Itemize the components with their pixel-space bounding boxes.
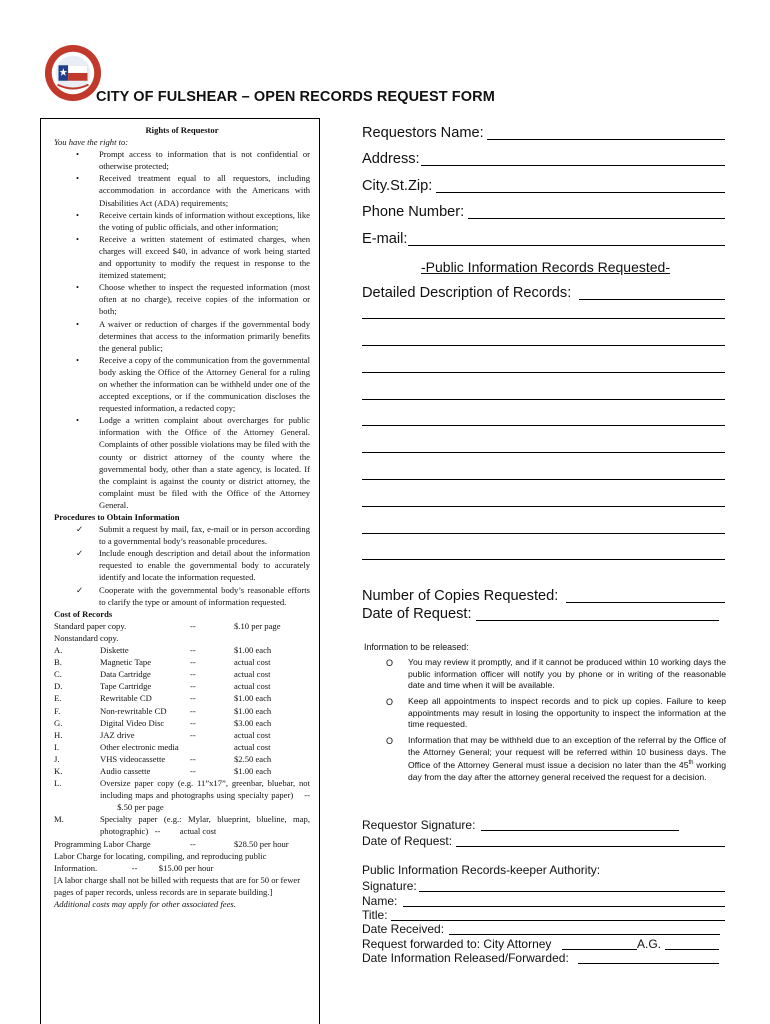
signature-date-label: Date of Request: [362, 834, 453, 848]
description-line[interactable] [362, 399, 725, 400]
release-heading: Information to be released: [364, 642, 469, 652]
cost-heading: Cost of Records [54, 608, 113, 619]
procedure-item: ✓ Submit a request by mail, fax, e-mail or in person according to a governmental body’s reasonable procedures. [76, 524, 310, 547]
cost-row: I. Other electronic media actual cost [54, 741, 271, 752]
email-label: E-mail: [362, 231, 408, 247]
requestor-signature-field[interactable] [481, 830, 679, 831]
cost-row: G. Digital Video Disc -- $3.00 each [54, 717, 272, 728]
cost-row-oversize: L. Oversize paper copy (e.g. 11”x17”, greenbar, bluebar, not including maps and photographs using specialty paper) -- $.50 per page [54, 778, 310, 813]
cost-labor: Labor Charge for locating, compiling, and reproducing public Information. -- $15.00 per hour [54, 850, 267, 873]
cost-row-specialty: M. Specialty paper (e.g.: Mylar, blueprint, blueline, map, photographic) -- actual cost [54, 814, 310, 837]
phone-field[interactable] [468, 218, 725, 219]
procedures-heading: Procedures to Obtain Information [54, 512, 180, 522]
cost-row: C. Data Cartridge -- actual cost [54, 669, 271, 680]
city-st-zip-field[interactable] [436, 192, 725, 193]
cost-row: E. Rewritable CD -- $1.00 each [54, 693, 272, 704]
radio-circle-icon: O [386, 658, 394, 668]
cost-items [54, 644, 310, 777]
cost-row: F. Non-rewritable CD -- $1.00 each [54, 705, 272, 716]
cost-standard: Standard paper copy. -- $.10 per page [54, 620, 281, 631]
cost-labor-note: [A labor charge shall not be billed with requests that are for 50 or fewer pages of paper records, unless records are in separate building.] [54, 874, 301, 897]
rights-item: • A waiver or reduction of charges if the governmental body determines that access to the information primarily benefits the general public; [76, 318, 310, 353]
checkmark-icon: ✓ [76, 524, 84, 535]
checkmark-icon: ✓ [76, 584, 84, 595]
release-option[interactable]: O Information that may be withheld due to an exception of the referral by the Office of the Attorney General; your request will be referred within 10 business days. The Office of the Attorney General must issue a decision no later than the 45th working day from the day after the attorney general received the request for a decision. [386, 735, 726, 782]
rights-item: • Prompt access to information that is not confidential or otherwise protected; [76, 149, 310, 172]
requestor-signature-label: Requestor Signature: [362, 818, 476, 832]
authority-signature-label: Signature: [362, 879, 417, 893]
forwarded-label: Request forwarded to: City Attorney [362, 937, 552, 951]
rights-item: • Choose whether to inspect the requested information (most often at no charge), receive copies of the information or both; [76, 282, 310, 317]
rights-item: • Lodge a written complaint about overcharges for public information with the Office of the Attorney General. Complaints of other possible violations may be filed with the county or district attorney of the county where the governmental body, other than a state agency, is located. If the complaint is against the county or district attorney, the complaint must be filed with the Office of the Attorney General. [76, 415, 310, 510]
description-line[interactable] [362, 452, 725, 453]
requestor-name-field[interactable] [487, 139, 725, 140]
date-released-label: Date Information Released/Forwarded: [362, 951, 569, 965]
rights-intro: You have the right to: [54, 137, 129, 148]
address-field[interactable] [421, 165, 725, 166]
city-attorney-field[interactable] [562, 949, 637, 950]
email-field[interactable] [408, 245, 725, 246]
phone-label: Phone Number: [362, 204, 465, 220]
date-released-field[interactable] [578, 963, 719, 964]
procedure-item: ✓ Cooperate with the governmental body’s reasonable efforts to clarify the type or amount of information requested. [76, 584, 310, 607]
rights-panel [54, 124, 310, 910]
copies-field[interactable] [566, 602, 725, 603]
authority-name-label: Name: [362, 894, 398, 908]
rights-item: • Received treatment equal to all requestors, including accommodation in accordance with the Americans with Disabilities Act (ADA) requirements; [76, 173, 310, 208]
cost-nonstandard-label: Nonstandard copy. [54, 632, 119, 643]
cost-footer: Additional costs may apply for other associated fees. [54, 899, 236, 909]
cost-row: J. VHS videocassette -- $2.50 each [54, 753, 272, 764]
authority-signature-field[interactable] [419, 891, 725, 892]
date-of-request-label: Date of Request: [362, 606, 472, 622]
description-line[interactable] [362, 318, 725, 319]
procedure-item: ✓ Include enough description and detail about the information requested to enable the governmental body to accurately identify and locate the information requested. [76, 548, 310, 583]
date-received-label: Date Received: [362, 922, 445, 936]
rights-heading: Rights of Requestor [145, 125, 219, 135]
release-option[interactable]: O You may review it promptly, and if it cannot be produced within 10 working days the public information officer will notify you by phone or in writing of the reasonable date and time when it will be available. [386, 657, 726, 691]
requestor-name-label: Requestors Name: [362, 125, 484, 141]
rights-item: • Receive certain kinds of information without exceptions, like the voting of public officials, and other information; [76, 209, 310, 232]
city-st-zip-label: City.St.Zip: [362, 178, 433, 194]
cost-row: A. Diskette -- $1.00 each [54, 645, 272, 656]
rights-item: • Receive a copy of the communication from the governmental body asking the Office of the Attorney General for a ruling on whether the information can be withheld under one of the accepted exceptions, or if the communication discloses the requested information, a redacted copy; [76, 354, 310, 414]
ag-field[interactable] [665, 949, 719, 950]
authority-heading: Public Information Records-keeper Authority: [362, 863, 601, 877]
cost-row: B. Magnetic Tape -- actual cost [54, 657, 271, 668]
rights-item: • Receive a written statement of estimated charges, when charges will exceed $40, in advance of work being started and opportunity to modify the request in response to the itemized statement; [76, 233, 310, 281]
description-line-1[interactable] [579, 299, 725, 300]
rights-list [54, 148, 310, 511]
description-line[interactable] [362, 345, 725, 346]
description-line[interactable] [362, 559, 725, 560]
cost-row-programming: Programming Labor Charge -- $28.50 per hour [54, 838, 289, 849]
authority-title-label: Title: [362, 908, 388, 922]
form-title: CITY OF FULSHEAR – OPEN RECORDS REQUEST FORM [96, 89, 495, 105]
detailed-description-label: Detailed Description of Records: [362, 285, 572, 301]
cost-row: D. Tape Cartridge -- actual cost [54, 681, 271, 692]
cost-row: K. Audio cassette -- $1.00 each [54, 765, 272, 776]
cost-row: H. JAZ drive -- actual cost [54, 729, 271, 740]
ag-label: A.G. [637, 937, 662, 951]
authority-name-field[interactable] [403, 906, 725, 907]
records-requested-heading: -Public Information Records Requested- [421, 259, 671, 275]
checkmark-icon: ✓ [76, 548, 84, 559]
description-line[interactable] [362, 479, 725, 480]
signature-date-field[interactable] [456, 846, 725, 847]
radio-circle-icon: O [386, 736, 394, 746]
copies-label: Number of Copies Requested: [362, 588, 559, 604]
release-option[interactable]: O Keep all appointments to inspect records and to pick up copies. Failure to keep appointments may result in losing the opportunity to inspect the information at the time requested. [386, 696, 726, 730]
date-received-field[interactable] [449, 934, 720, 935]
city-seal-logo [44, 44, 102, 102]
procedures-list [54, 523, 310, 608]
date-of-request-field[interactable] [476, 620, 719, 621]
address-label: Address: [362, 151, 420, 167]
description-line[interactable] [362, 425, 725, 426]
description-line[interactable] [362, 372, 725, 373]
radio-circle-icon: O [386, 697, 394, 707]
authority-title-field[interactable] [391, 920, 725, 921]
description-line[interactable] [362, 506, 725, 507]
description-line[interactable] [362, 533, 725, 534]
